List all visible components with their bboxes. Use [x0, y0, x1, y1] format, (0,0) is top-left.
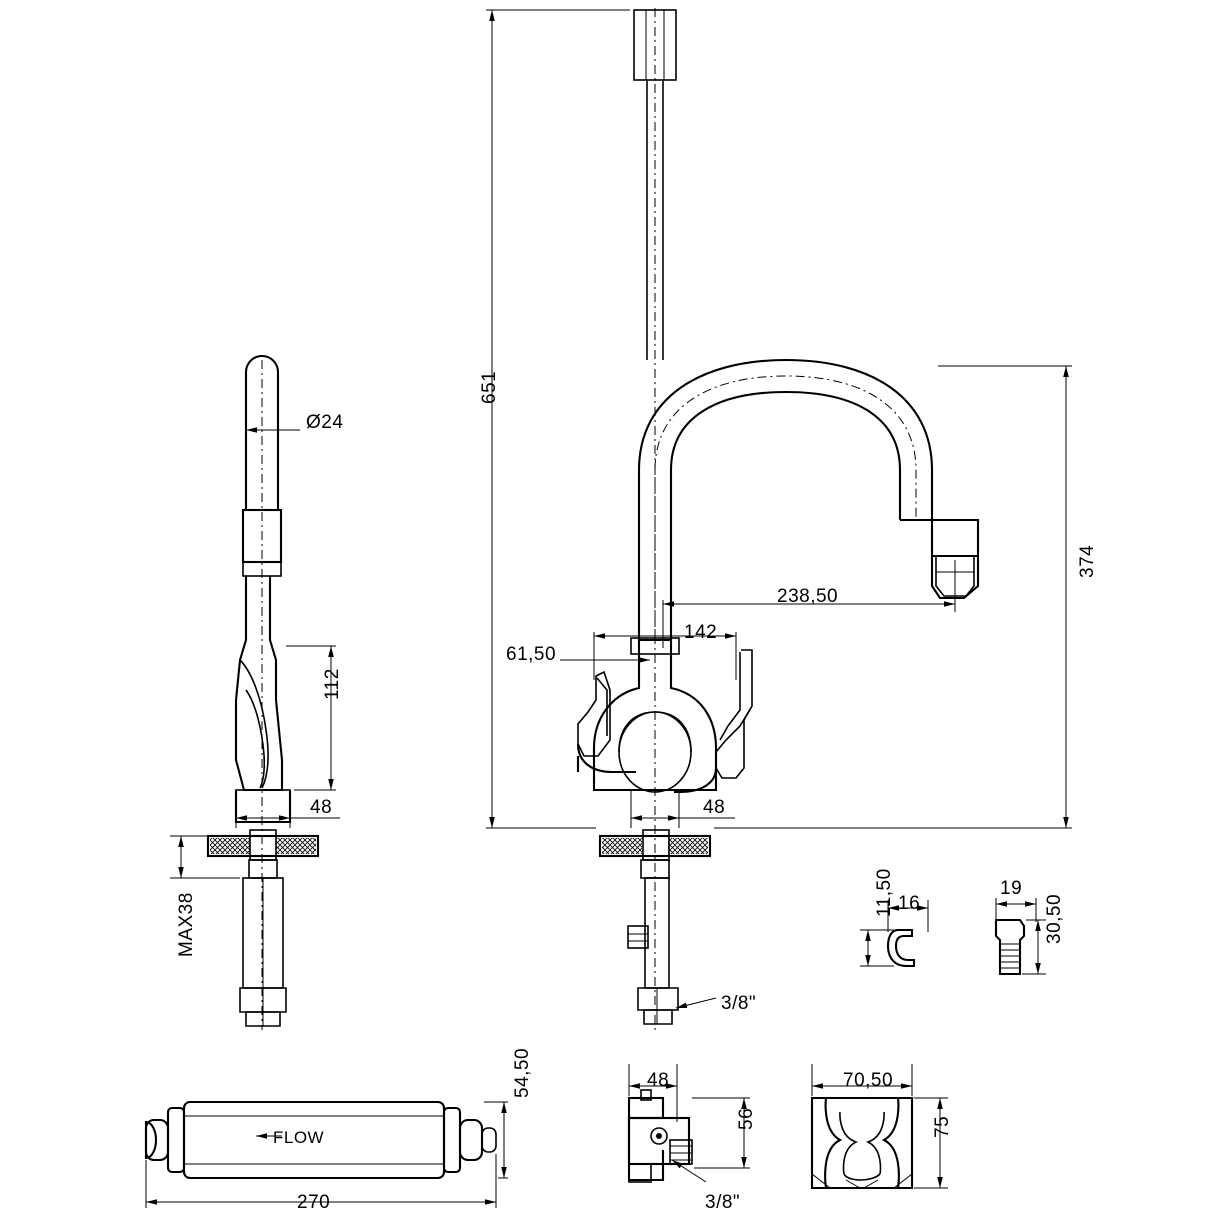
label-valve-height-56: 56 [736, 1107, 757, 1130]
label-spread-142: 142 [684, 622, 718, 643]
label-clip-width-16: 16 [898, 893, 921, 914]
label-clip-height-11-50: 11,50 [874, 868, 895, 917]
label-filter-flow: FLOW [273, 1128, 325, 1147]
label-bracket-width-70-50: 70,50 [843, 1070, 894, 1091]
label-nipple-width-19: 19 [1000, 878, 1023, 899]
label-bracket-height-75: 75 [932, 1115, 953, 1138]
dim-nipple-30-50 [1022, 920, 1046, 974]
label-filter-height-54-50: 54,50 [512, 1047, 533, 1098]
dim-nipple-19 [996, 898, 1036, 922]
label-filter-length-270: 270 [297, 1192, 331, 1213]
label-nipple-height-30-50: 30,50 [1044, 893, 1065, 944]
nipple-thread-hatch [1000, 944, 1020, 968]
label-reach-238-50: 238,50 [777, 586, 839, 607]
label-valve-width-48: 48 [647, 1070, 670, 1091]
label-width-48-side: 48 [310, 797, 333, 818]
label-thread-38-front: 3/8" [721, 993, 757, 1014]
front-view-group [486, 8, 1072, 1030]
leader-thread-38-front [676, 998, 716, 1008]
label-height-651: 651 [479, 370, 500, 404]
side-escutcheon-hatch [210, 838, 316, 854]
label-diameter-24: Ø24 [306, 412, 344, 433]
label-height-112: 112 [322, 668, 343, 700]
label-width-48-front: 48 [703, 797, 726, 818]
nipple-detail-group [996, 898, 1046, 974]
label-offset-61-50: 61,50 [506, 644, 557, 665]
label-max38: MAX38 [176, 892, 197, 957]
dim-bracket-75 [914, 1098, 948, 1188]
label-height-374: 374 [1077, 544, 1098, 578]
label-valve-thread-38: 3/8" [705, 1192, 741, 1213]
